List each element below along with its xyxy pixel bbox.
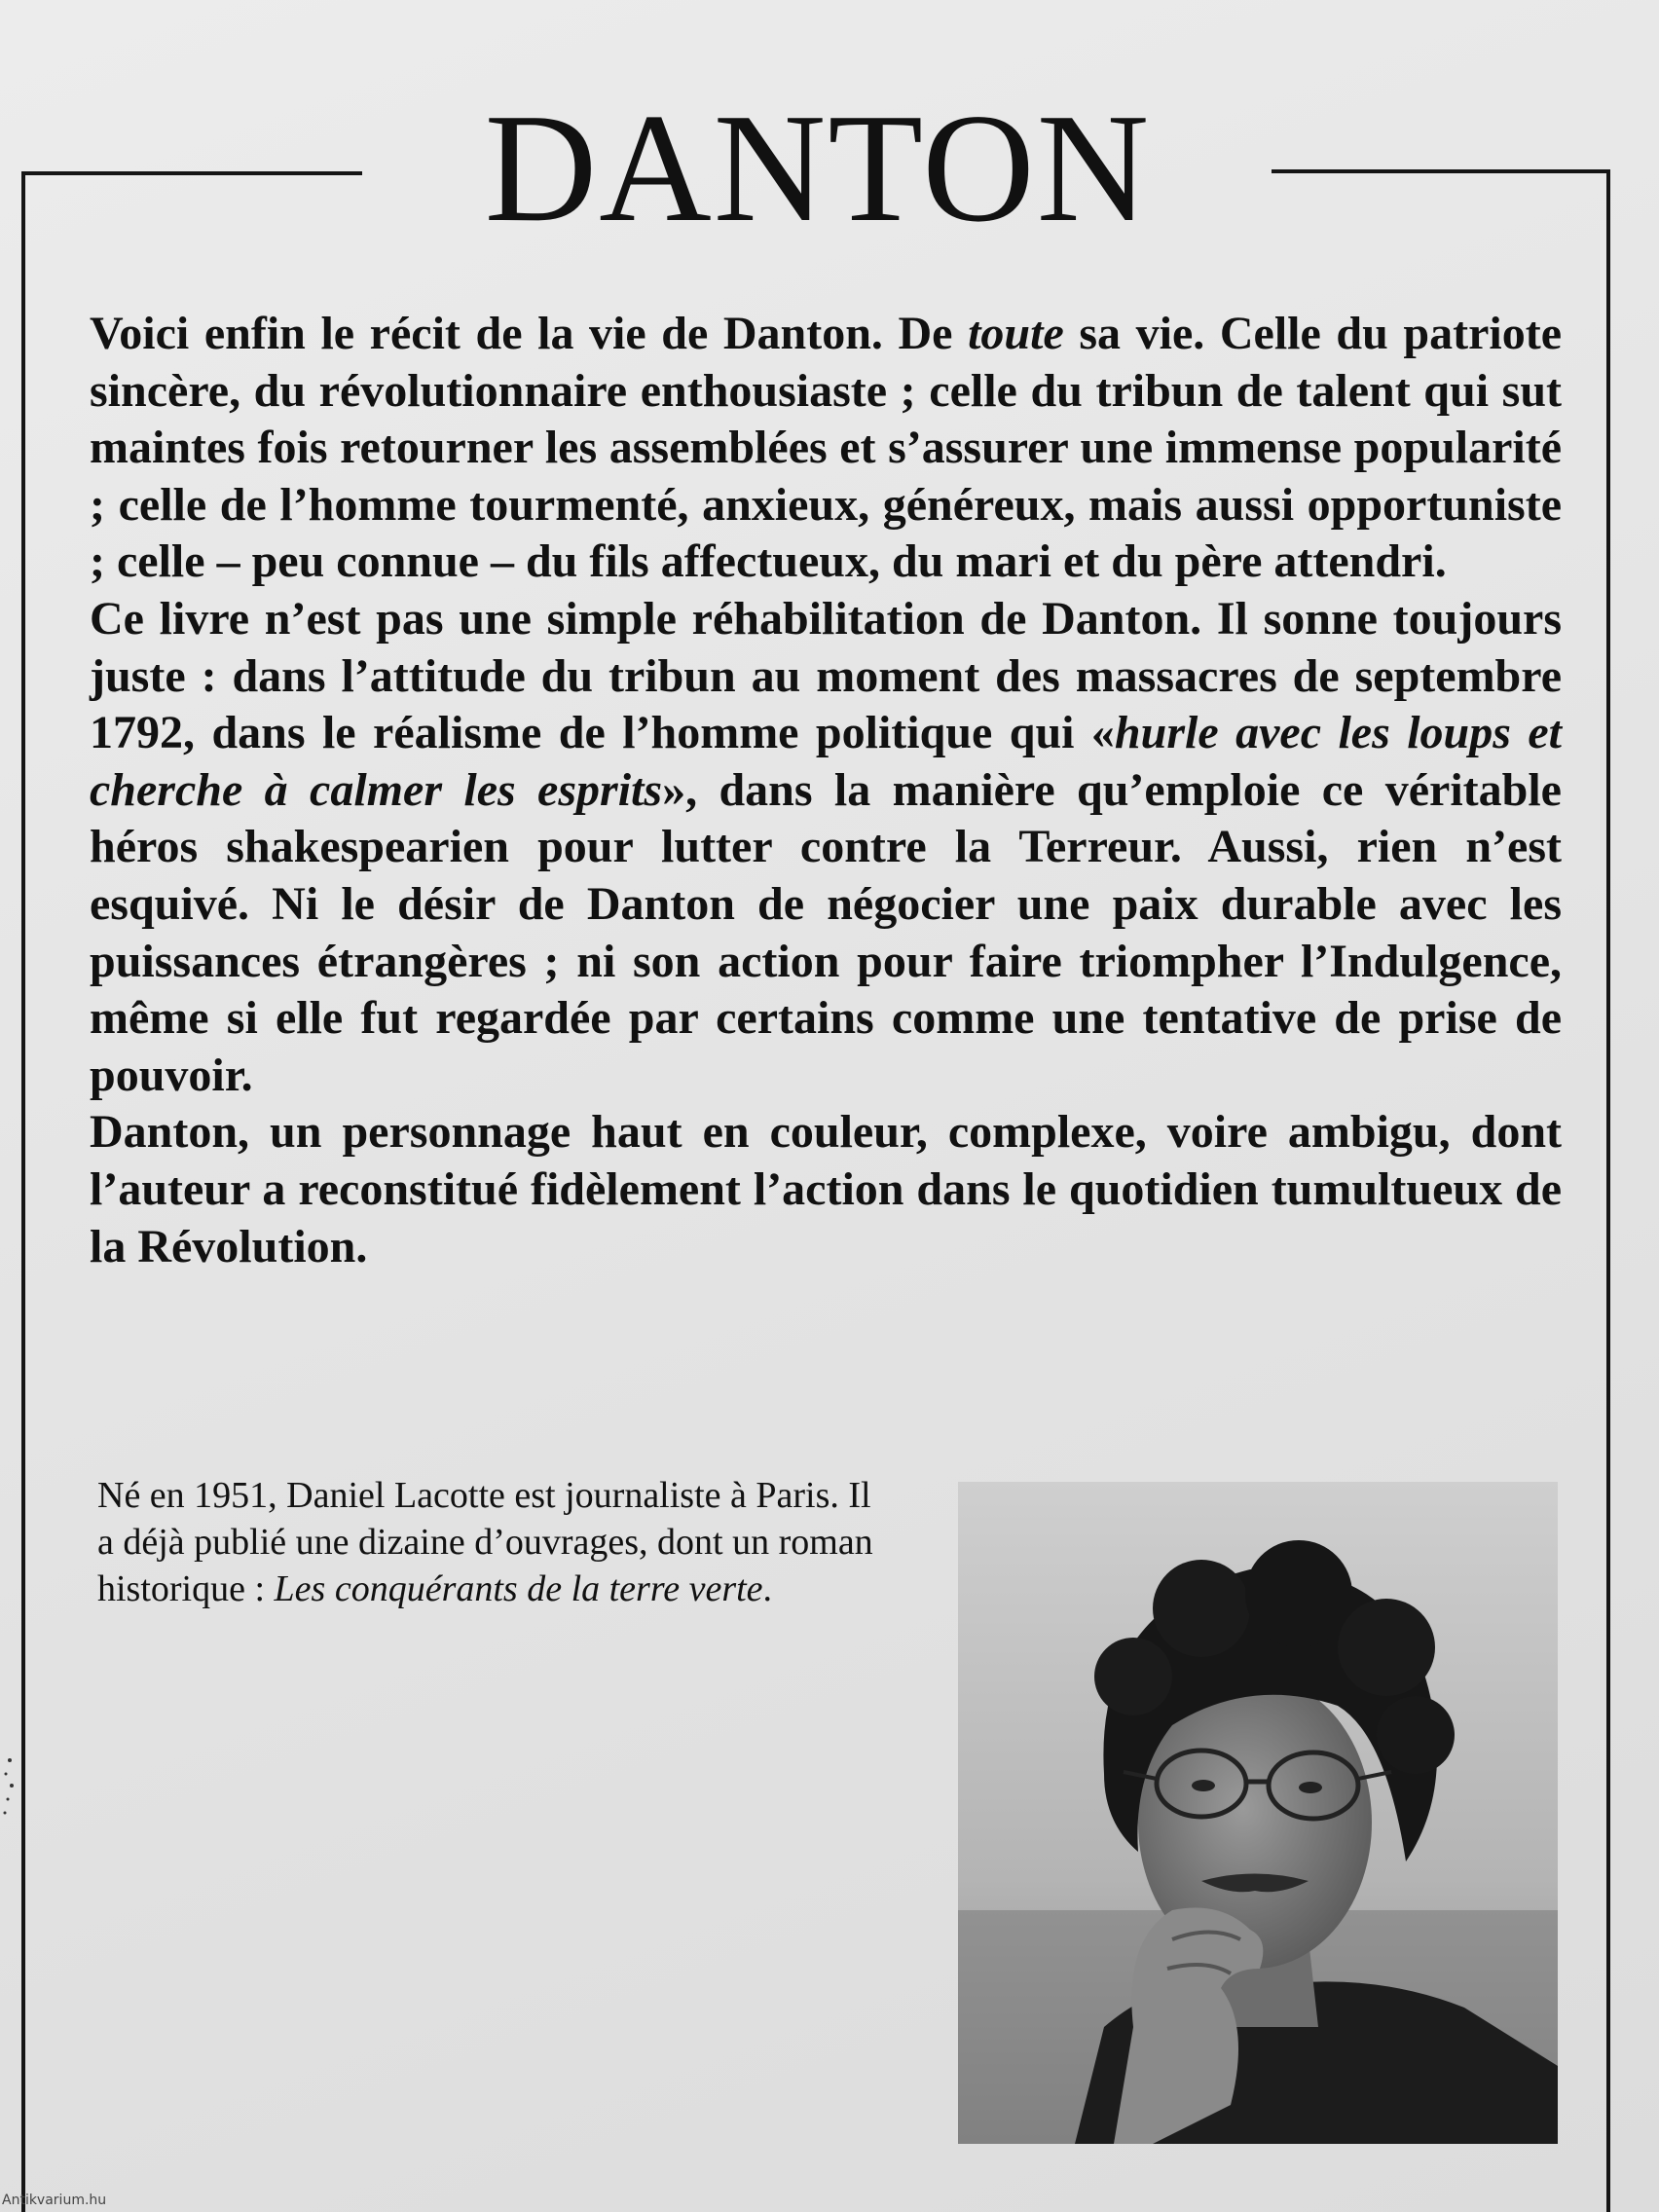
author-bio: Né en 1951, Daniel Lacotte est journaliste à Paris. Il a déjà publié une dizaine d’ouvrages, dont un roman historique : Les conquérants de la terre verte. [97, 1475, 873, 1609]
frame-top-left-line [21, 171, 362, 175]
author-photo [958, 1482, 1558, 2144]
frame-left-line [21, 171, 25, 2212]
watermark: Antikvarium.hu [2, 2193, 107, 2208]
blurb-paragraph-2: Ce livre n’est pas une simple réhabilitation de Danton. Il sonne toujours juste : dans l’attitude du tribun au moment des massacres de septembre 1792, dans le réalisme de l’homme politique qui «hurle avec les loups et cherche à calmer les esprits», dans la manière qu’emploie ce véritable héros shakespearien pour lutter contre la Terreur. Aussi, rien n’est esquivé. Ni le désir de Danton de négocier une paix durable avec les puissances étrangères ; ni son action pour faire triompher l’Indulgence, même si elle fut regardée par certains comme une tentative de prise de pouvoir. [90, 592, 1562, 1101]
frame-top-right-line [1272, 169, 1610, 173]
book-blurb [90, 306, 1562, 1275]
frame-right-line [1606, 171, 1610, 2212]
blurb-paragraph-3: Danton, un personnage haut en couleur, complexe, voire ambigu, dont l’auteur a reconstitué fidèlement l’action dans le quotidien tumultueux de la Révolution. [90, 1106, 1562, 1272]
author-portrait-image [958, 1482, 1558, 2144]
blurb-paragraph-1: Voici enfin le récit de la vie de Danton. De toute sa vie. Celle du patriote sincère, du révolutionnaire enthousiaste ; celle du tribun de talent qui sut maintes fois retourner les assemblées et s’assurer une immense popularité ; celle de l’homme tourmenté, anxieux, généreux, mais aussi opportuniste ; celle – peu connue – du fils affectueux, du mari et du père attendri. [90, 308, 1563, 588]
print-speckle-marks [2, 1752, 21, 1830]
book-title: DANTON [484, 81, 1152, 254]
